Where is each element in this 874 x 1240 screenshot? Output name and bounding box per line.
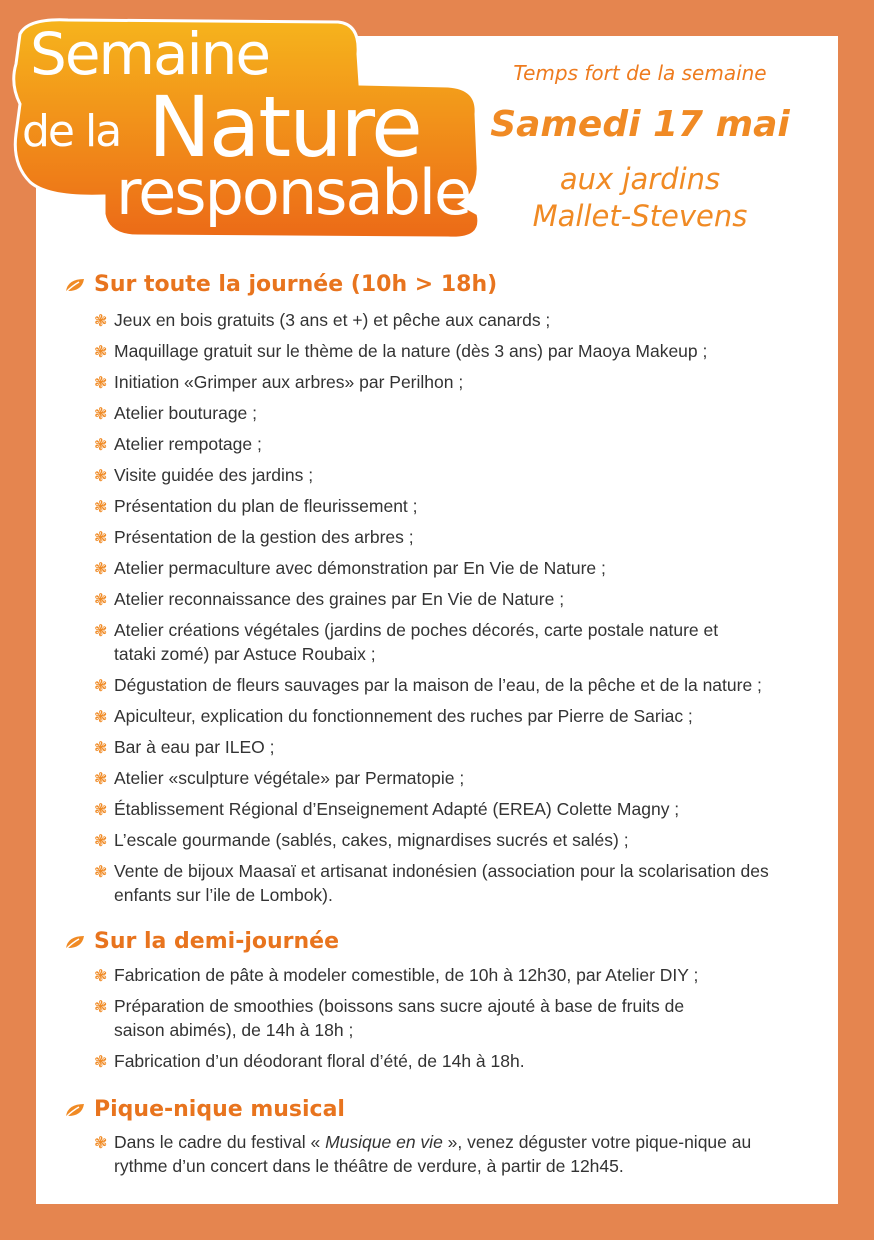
list-item: ❃ Fabrication de pâte à modeler comestible, de 10h à 12h30, par Atelier DIY ; (94, 963, 834, 987)
list-item: ❃ Établissement Régional d’Enseignement Adapté (EREA) Colette Magny ; (94, 797, 834, 821)
list-item: ❃ Atelier permaculture avec démonstration par En Vie de Nature ; (94, 556, 834, 580)
list-item: ❃ L’escale gourmande (sablés, cakes, mignardises sucrés et salés) ; (94, 828, 834, 852)
flower-bullet-icon: ❃ (94, 344, 108, 361)
flower-bullet-icon: ❃ (94, 313, 108, 330)
full-day-list (94, 308, 834, 914)
list-item: ❃ Atelier rempotage ; (94, 432, 834, 456)
header-kicker: Temps fort de la semaine (513, 61, 767, 85)
list-item: ❃ Atelier créations végétales (jardins de poches décorés, carte postale nature et tataki zomé) par Astuce Roubaix ; (94, 620, 719, 664)
logo-line-de-la: de la (22, 106, 121, 157)
leaf-icon (64, 277, 86, 293)
picnic-list (94, 1130, 834, 1185)
flower-bullet-icon: ❃ (94, 999, 108, 1016)
section-title-text: Sur toute la journée (10h > 18h) (94, 272, 498, 297)
flower-bullet-icon: ❃ (94, 561, 108, 578)
section-title-text: Pique-nique musical (94, 1097, 345, 1122)
flower-bullet-icon: ❃ (94, 864, 108, 881)
list-item: ❃ Préparation de smoothies (boissons sans sucre ajouté à base de fruits de saison abimés), de 14h à 18h ; (94, 996, 685, 1040)
flower-bullet-icon: ❃ (94, 406, 108, 423)
flower-bullet-icon: ❃ (94, 592, 108, 609)
list-item: ❃ Atelier reconnaissance des graines par En Vie de Nature ; (94, 587, 834, 611)
logo-line-responsable: responsable (116, 156, 471, 229)
flower-bullet-icon: ❃ (94, 623, 108, 640)
festival-name: Musique en vie (325, 1132, 443, 1152)
list-item: ❃ Atelier «sculpture végétale» par Permatopie ; (94, 766, 834, 790)
flower-bullet-icon: ❃ (94, 678, 108, 695)
flower-bullet-icon: ❃ (94, 709, 108, 726)
flower-bullet-icon: ❃ (94, 833, 108, 850)
event-place-line2: Mallet-Stevens (532, 199, 748, 233)
list-item: ❃ Dégustation de fleurs sauvages par la maison de l’eau, de la pêche et de la nature ; (94, 673, 834, 697)
list-item: ❃ Visite guidée des jardins ; (94, 463, 834, 487)
list-item: ❃ Vente de bijoux Maasaï et artisanat indonésien (association pour la scolarisation des enfants sur l’ile de Lombok). (94, 861, 769, 905)
flower-bullet-icon: ❃ (94, 1054, 108, 1071)
half-day-list (94, 963, 834, 1080)
leaf-icon (64, 1102, 86, 1118)
event-logo (8, 14, 488, 244)
flower-bullet-icon: ❃ (94, 802, 108, 819)
logo-line-nature: Nature (148, 78, 421, 176)
section-title-full-day (64, 272, 497, 297)
leaf-icon (64, 934, 86, 950)
list-item: ❃ Initiation «Grimper aux arbres» par Perilhon ; (94, 370, 834, 394)
list-item: ❃ Bar à eau par ILEO ; (94, 735, 834, 759)
logo-line-semaine: Semaine (30, 20, 270, 88)
flower-bullet-icon: ❃ (94, 771, 108, 788)
flower-bullet-icon: ❃ (94, 1135, 108, 1152)
list-item: ❃ Fabrication d’un déodorant floral d’été, de 14h à 18h. (94, 1049, 834, 1073)
flower-bullet-icon: ❃ (94, 530, 108, 547)
list-item: ❃ Jeux en bois gratuits (3 ans et +) et pêche aux canards ; (94, 308, 834, 332)
flower-bullet-icon: ❃ (94, 468, 108, 485)
section-title-text: Sur la demi-journée (94, 929, 339, 954)
flower-bullet-icon: ❃ (94, 499, 108, 516)
section-title-picnic (64, 1097, 345, 1122)
list-item: ❃ Présentation de la gestion des arbres ; (94, 525, 834, 549)
list-item: ❃ Apiculteur, explication du fonctionnement des ruches par Pierre de Sariac ; (94, 704, 834, 728)
list-item: ❃ Dans le cadre du festival « Musique en vie », venez déguster votre pique-nique au rythme d’un concert dans le théâtre de verdure, à partir de 12h45. (94, 1132, 752, 1176)
section-title-half-day (64, 929, 339, 954)
list-item: ❃ Maquillage gratuit sur le thème de la nature (dès 3 ans) par Maoya Makeup ; (94, 339, 834, 363)
flower-bullet-icon: ❃ (94, 968, 108, 985)
flower-bullet-icon: ❃ (94, 740, 108, 757)
list-item: ❃ Atelier bouturage ; (94, 401, 834, 425)
event-date: Samedi 17 mai (490, 104, 790, 145)
flower-bullet-icon: ❃ (94, 437, 108, 454)
list-item: ❃ Présentation du plan de fleurissement ; (94, 494, 834, 518)
flower-bullet-icon: ❃ (94, 375, 108, 392)
event-place-line1: aux jardins (559, 162, 721, 196)
